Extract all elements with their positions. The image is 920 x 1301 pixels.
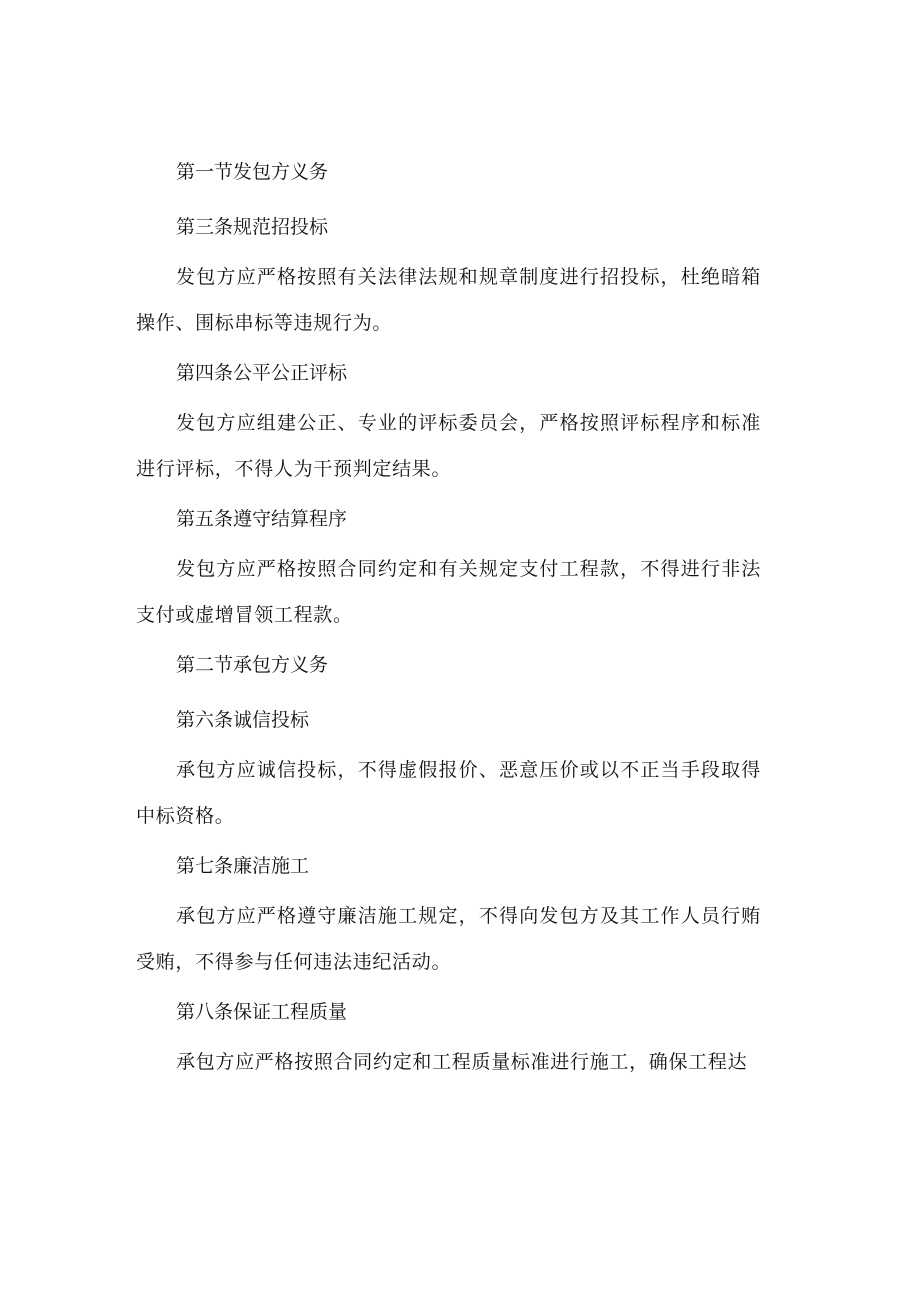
article-paragraph-3 bbox=[136, 254, 761, 346]
section-heading-1: 第一节发包方义务 bbox=[176, 161, 329, 183]
article-paragraph-7 bbox=[136, 893, 761, 985]
paragraph-line: 中标资格。 bbox=[136, 805, 235, 827]
paragraph-line: 受贿，不得参与任何违法违纪活动。 bbox=[136, 951, 452, 973]
article-paragraph-6 bbox=[136, 747, 761, 839]
article-heading-5: 第五条遵守结算程序 bbox=[176, 508, 348, 530]
paragraph-line: 操作、围标串标等违规行为。 bbox=[136, 312, 393, 334]
document-body bbox=[136, 155, 761, 1085]
article-heading-6: 第六条诚信投标 bbox=[176, 709, 310, 731]
paragraph-line: 发包方应严格按照有关法律法规和规章制度进行招投标，杜绝暗箱 bbox=[176, 266, 761, 288]
article-paragraph-5 bbox=[136, 546, 761, 638]
paragraph-line: 进行评标，不得人为干预判定结果。 bbox=[136, 458, 452, 480]
paragraph-line: 发包方应严格按照合同约定和有关规定支付工程款，不得进行非法 bbox=[176, 558, 761, 580]
article-heading-4: 第四条公平公正评标 bbox=[176, 362, 348, 384]
article-heading-7: 第七条廉洁施工 bbox=[176, 855, 310, 877]
article-heading-3: 第三条规范招投标 bbox=[176, 216, 329, 238]
article-paragraph-4 bbox=[136, 400, 761, 492]
article-heading-8: 第八条保证工程质量 bbox=[176, 1001, 348, 1023]
paragraph-line: 发包方应组建公正、专业的评标委员会，严格按照评标程序和标准 bbox=[176, 412, 761, 434]
article-paragraph-8 bbox=[136, 1039, 761, 1085]
paragraph-line: 承包方应诚信投标，不得虚假报价、恶意压价或以不正当手段取得 bbox=[176, 759, 761, 781]
paragraph-line: 承包方应严格遵守廉洁施工规定，不得向发包方及其工作人员行贿 bbox=[176, 905, 761, 927]
paragraph-line: 承包方应严格按照合同约定和工程质量标准进行施工，确保工程达 bbox=[176, 1051, 748, 1073]
paragraph-line: 支付或虚增冒领工程款。 bbox=[136, 604, 353, 626]
section-heading-2: 第二节承包方义务 bbox=[176, 654, 329, 676]
